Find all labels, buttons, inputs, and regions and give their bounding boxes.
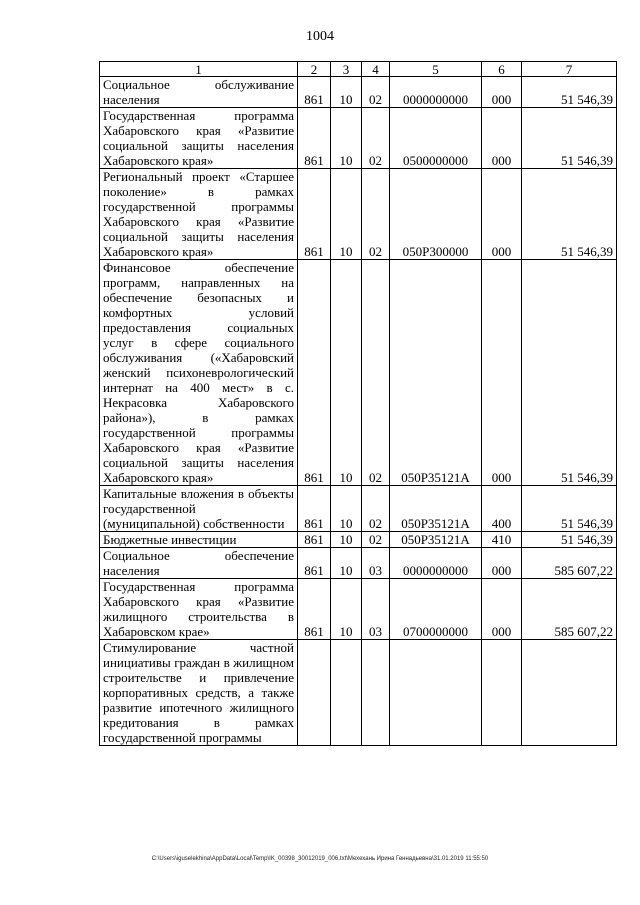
header-col-4: 4 <box>362 62 390 77</box>
row-expense-type: 000 <box>482 260 522 486</box>
row-target-item: 050P35121A <box>390 532 482 548</box>
row-expense-type: 000 <box>482 77 522 108</box>
row-name: Государственная программа Хабаровского края «Развитие социальной защиты населения Хабаровского края» <box>100 108 298 169</box>
row-subsection: 02 <box>362 77 390 108</box>
row-expense-type: 000 <box>482 579 522 640</box>
row-target-item: 050P300000 <box>390 169 482 260</box>
table-row <box>100 640 617 746</box>
row-expense-type <box>482 640 522 746</box>
row-target-item: 0700000000 <box>390 579 482 640</box>
row-amount: 51 546,39 <box>522 77 617 108</box>
row-target-item: 0000000000 <box>390 77 482 108</box>
row-target-item: 050P35121A <box>390 486 482 532</box>
row-target-item: 0500000000 <box>390 108 482 169</box>
row-ministry-code <box>298 640 331 746</box>
row-name: Финансовое обеспечение программ, направленных на обеспечение безопасных и комфортных условий предоставления социальных услуг в сфере социального обслуживания («Хабаровский женский психоневрологический интернат на 400 мест» в с. Некрасовка Хабаровского района»), в рамках государственной программы Хабаровского края «Развитие социальной защиты населения Хабаровского края» <box>100 260 298 486</box>
row-section: 10 <box>331 77 362 108</box>
row-subsection <box>362 640 390 746</box>
row-ministry-code: 861 <box>298 548 331 579</box>
table-header-row <box>100 62 617 77</box>
row-ministry-code: 861 <box>298 169 331 260</box>
row-amount: 51 546,39 <box>522 108 617 169</box>
row-target-item: 050P35121A <box>390 260 482 486</box>
row-name: Социальное обеспечение населения <box>100 548 298 579</box>
row-amount: 585 607,22 <box>522 548 617 579</box>
row-expense-type: 000 <box>482 108 522 169</box>
row-subsection: 02 <box>362 486 390 532</box>
row-section: 10 <box>331 169 362 260</box>
row-ministry-code: 861 <box>298 260 331 486</box>
row-ministry-code: 861 <box>298 77 331 108</box>
row-amount: 51 546,39 <box>522 169 617 260</box>
row-amount: 51 546,39 <box>522 532 617 548</box>
table-row <box>100 532 617 548</box>
row-amount: 51 546,39 <box>522 260 617 486</box>
header-col-5: 5 <box>390 62 482 77</box>
row-name: Региональный проект «Старшее поколение» в рамках государственной программы Хабаровского края «Развитие социальной защиты населения Хабаровского края» <box>100 169 298 260</box>
row-amount <box>522 640 617 746</box>
row-subsection: 02 <box>362 532 390 548</box>
row-section: 10 <box>331 486 362 532</box>
table-row <box>100 77 617 108</box>
header-col-7: 7 <box>522 62 617 77</box>
row-target-item: 0000000000 <box>390 548 482 579</box>
row-expense-type: 410 <box>482 532 522 548</box>
row-subsection: 03 <box>362 548 390 579</box>
row-amount: 585 607,22 <box>522 579 617 640</box>
table-row <box>100 548 617 579</box>
row-name: Социальное обслуживание населения <box>100 77 298 108</box>
row-ministry-code: 861 <box>298 108 331 169</box>
row-expense-type: 400 <box>482 486 522 532</box>
header-col-3: 3 <box>331 62 362 77</box>
header-col-2: 2 <box>298 62 331 77</box>
row-subsection: 02 <box>362 108 390 169</box>
row-target-item <box>390 640 482 746</box>
row-ministry-code: 861 <box>298 579 331 640</box>
row-subsection: 02 <box>362 169 390 260</box>
row-subsection: 02 <box>362 260 390 486</box>
budget-table <box>99 61 617 746</box>
row-section: 10 <box>331 532 362 548</box>
header-col-1: 1 <box>100 62 298 77</box>
row-ministry-code: 861 <box>298 532 331 548</box>
row-section: 10 <box>331 108 362 169</box>
table-row <box>100 579 617 640</box>
file-path-footer: C:\Users\iguselekhina\AppData\Local\Temp\IK_00398_30012019_006.txt\Мехехань Ирина Геннадьевна\31.01.2019 11:55:50 <box>151 856 489 862</box>
row-amount: 51 546,39 <box>522 486 617 532</box>
row-expense-type: 000 <box>482 169 522 260</box>
row-name: Капитальные вложения в объекты государственной (муниципальной) собственности <box>100 486 298 532</box>
table-row <box>100 169 617 260</box>
header-col-6: 6 <box>482 62 522 77</box>
row-name: Государственная программа Хабаровского края «Развитие жилищного строительства в Хабаровском крае» <box>100 579 298 640</box>
table-row <box>100 108 617 169</box>
row-name: Бюджетные инвестиции <box>100 532 298 548</box>
row-section: 10 <box>331 260 362 486</box>
page-number: 1004 <box>306 29 334 44</box>
row-expense-type: 000 <box>482 548 522 579</box>
row-section <box>331 640 362 746</box>
row-section: 10 <box>331 579 362 640</box>
row-subsection: 03 <box>362 579 390 640</box>
table-row <box>100 260 617 486</box>
row-ministry-code: 861 <box>298 486 331 532</box>
row-section: 10 <box>331 548 362 579</box>
table-row <box>100 486 617 532</box>
row-name: Стимулирование частной инициативы граждан в жилищном строительстве и привлечение корпоративных средств, а также развитие ипотечного жилищного кредитования в рамках государственной программы <box>100 640 298 746</box>
